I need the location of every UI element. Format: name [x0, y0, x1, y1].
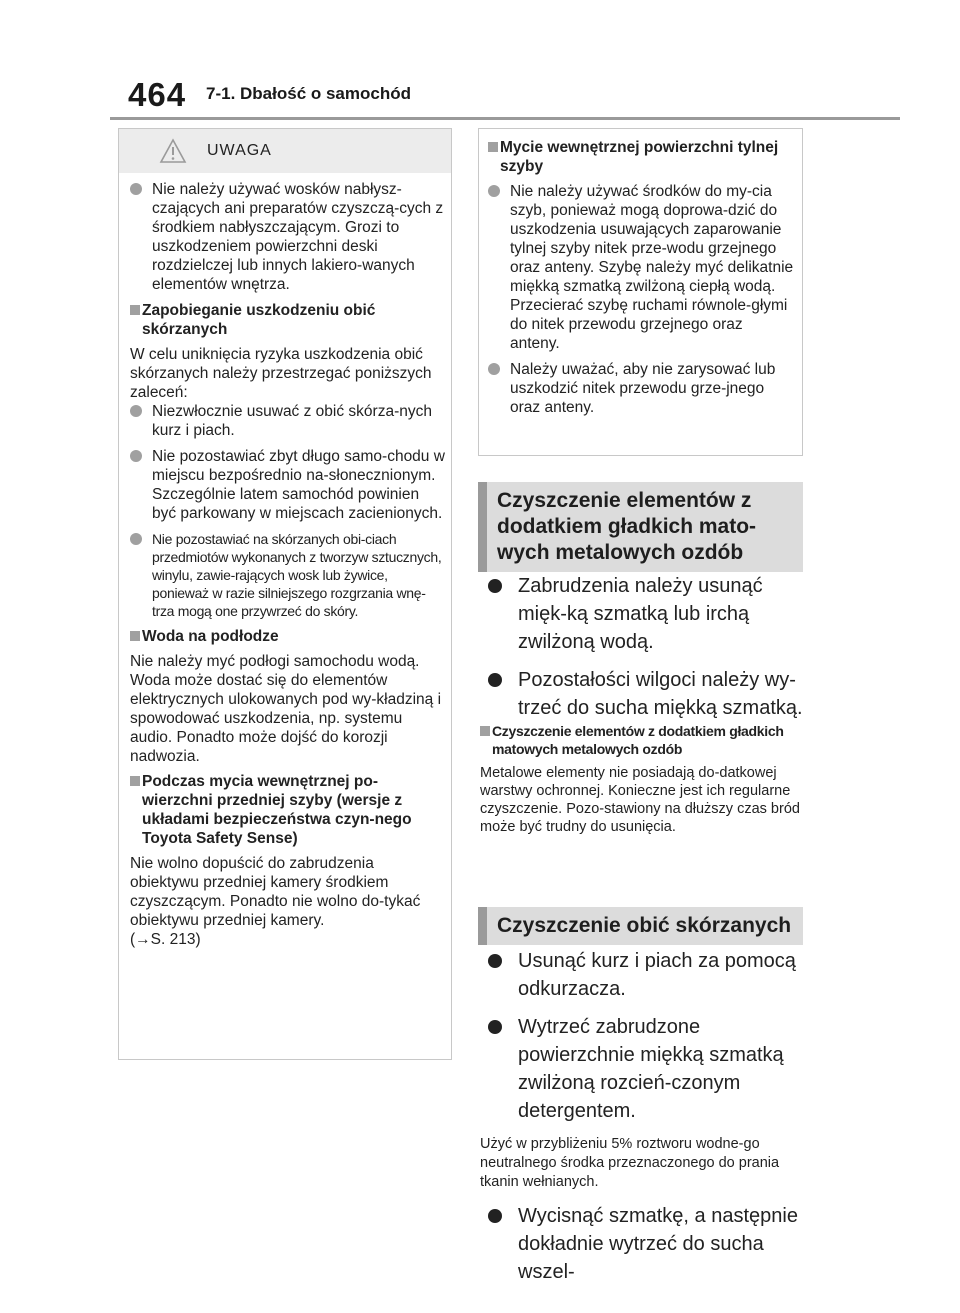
warning-header	[119, 129, 451, 173]
bullet-text: Pozostałości wilgoci należy wy-trzeć do sucha miękką szmatką.	[518, 669, 803, 719]
subheading-text: Czyszczenie elementów z dodatkiem gładkich matowych metalowych ozdób	[492, 723, 784, 757]
section2-content	[480, 947, 808, 1296]
note-content	[488, 132, 796, 424]
chapter-title: 7-1. Dbałość o samochód	[206, 84, 411, 103]
bullet-icon	[130, 450, 142, 462]
warning-label: UWAGA	[207, 142, 272, 159]
bullet-text: Nie pozostawiać zbyt długo samo-chodu w miejscu bezpośrednio na-słonecznionym. Szczególnie latem samochód powinien być parkowany w miejscach zacienionych.	[152, 448, 445, 522]
list-item	[130, 447, 445, 523]
square-marker-icon	[130, 305, 140, 315]
bullet-text: Usunąć kurz i piach za pomocą odkurzacza.	[518, 950, 796, 1000]
warning-triangle-icon	[159, 138, 187, 164]
bullet-icon	[488, 954, 502, 968]
list-item	[488, 947, 808, 1003]
square-marker-icon	[480, 726, 490, 736]
list-item	[488, 182, 796, 353]
section-heading-leather: Czyszczenie obić skórzanych	[478, 907, 803, 945]
subheading-text: Zapobieganie uszkodzeniu obić skórzanych	[142, 302, 376, 338]
subheading	[130, 627, 445, 646]
list-item	[488, 1013, 808, 1125]
paragraph: W celu uniknięcia ryzyka uszkodzenia obić skórzanych należy przestrzegać poniższych zaleceń:	[130, 346, 432, 401]
section-heading-matte-metal: Czyszczenie elementów z dodatkiem gładkich mato-wych metalowych ozdób	[478, 482, 803, 572]
header-rule	[110, 117, 900, 120]
bullet-icon	[488, 673, 502, 687]
bullet-text: Należy uważać, aby nie zarysować lub uszkodzić nitek przewodu grze-jnego oraz anteny.	[510, 361, 776, 416]
paragraph: Woda może dostać się do elementów elektrycznych ulokowanych pod wy-kładziną i spowodować uszkodzenia, np. systemu audio. Ponadto może dojść do korozji nadwozia.	[130, 672, 442, 765]
list-item	[488, 360, 796, 417]
bullet-icon	[130, 183, 142, 195]
bullet-icon	[488, 363, 500, 375]
paragraph: Metalowe elementy nie posiadają do-datkowej warstwy ochronnej. Konieczne jest ich regularne czyszczenie. Pozo-stawiony na dłuższy czas bród może być trudny do usunięcia.	[480, 765, 800, 835]
bullet-icon	[488, 579, 502, 593]
square-marker-icon	[130, 776, 140, 786]
subheading	[130, 301, 445, 339]
bullet-text: Wytrzeć zabrudzone powierzchnie miękką szmatką zwilżoną rozcień-czonym detergentem.	[518, 1016, 784, 1122]
list-item	[488, 572, 808, 656]
bullet-icon	[130, 533, 142, 545]
bullet-icon	[488, 1209, 502, 1223]
page-number: 464	[128, 76, 187, 113]
bullet-icon	[488, 1020, 502, 1034]
bullet-text: Wycisnąć szmatkę, a następnie dokładnie wytrzeć do sucha wszel-	[518, 1205, 798, 1283]
subheading	[480, 722, 802, 758]
section1-bullets	[488, 572, 808, 732]
list-item	[130, 530, 445, 620]
section1-note	[480, 716, 802, 836]
subheading-text: Podczas mycia wewnętrznej po-wierzchni przedniej szyby (wersje z układami bezpieczeństwa czyn-nego Toyota Safety Sense)	[142, 773, 412, 847]
square-marker-icon	[488, 142, 498, 152]
bullet-text: Nie należy używać środków do my-cia szyb, ponieważ mogą doprowa-dzić do uszkodzenia usuwających zaparowanie tylnej szyby nitek prze-wodu grzejnego oraz anteny. Szybę należy myć delikatnie miękką szmatką zwilżoną ciepłą wodą. Przecierać szybę ruchami równole-głymi do nitek przewodu grzejnego oraz anteny.	[510, 183, 794, 352]
paragraph: Nie należy myć podłogi samochodu wodą.	[130, 653, 420, 670]
bullet-text: Zabrudzenia należy usunąć mięk-ką szmatką lub irchą zwilżoną wodą.	[518, 575, 763, 653]
bullet-icon	[130, 405, 142, 417]
bullet-text: Nie należy używać wosków nabłysz-czających ani preparatów czyszczą-cych z środkiem nabłyszczającym. Grozi to uszkodzeniem powierzchni deski rozdzielczej lub innych lakiero-wanych elementów wnętrza.	[152, 181, 444, 293]
bullet-icon	[488, 185, 500, 197]
list-item	[130, 180, 445, 294]
warning-content	[130, 180, 445, 949]
page-reference[interactable]: (→S. 213)	[130, 931, 201, 948]
list-item	[488, 666, 808, 722]
subheading	[130, 772, 445, 848]
square-marker-icon	[130, 631, 140, 641]
subheading	[488, 138, 796, 176]
bullet-text: Niezwłocznie usuwać z obić skórza-nych kurz i piach.	[152, 403, 432, 439]
paragraph: Nie wolno dopuścić do zabrudzenia obiektywu przedniej kamery środkiem czyszczącym. Ponadto nie wolno do-tykać obiektywu przedniej kamery.	[130, 855, 421, 929]
bullet-text: Nie pozostawiać na skórzanych obi-ciach przedmiotów wykonanych z tworzyw sztucznych, winylu, zawie-rających wosk lub żywice, ponieważ w razie silniejszego rozgrzania wnę-trza mogą one przywrzeć do skóry.	[152, 531, 442, 619]
subheading-text: Woda na podłodze	[142, 628, 279, 645]
paragraph: Użyć w przybliżeniu 5% roztworu wodne-go neutralnego środka przeznaczonego do prania tkanin wełnianych.	[480, 1136, 780, 1190]
subheading-text: Mycie wewnętrznej powierzchni tylnej szyby	[500, 139, 779, 175]
list-item	[488, 1202, 808, 1286]
list-item	[130, 402, 445, 440]
